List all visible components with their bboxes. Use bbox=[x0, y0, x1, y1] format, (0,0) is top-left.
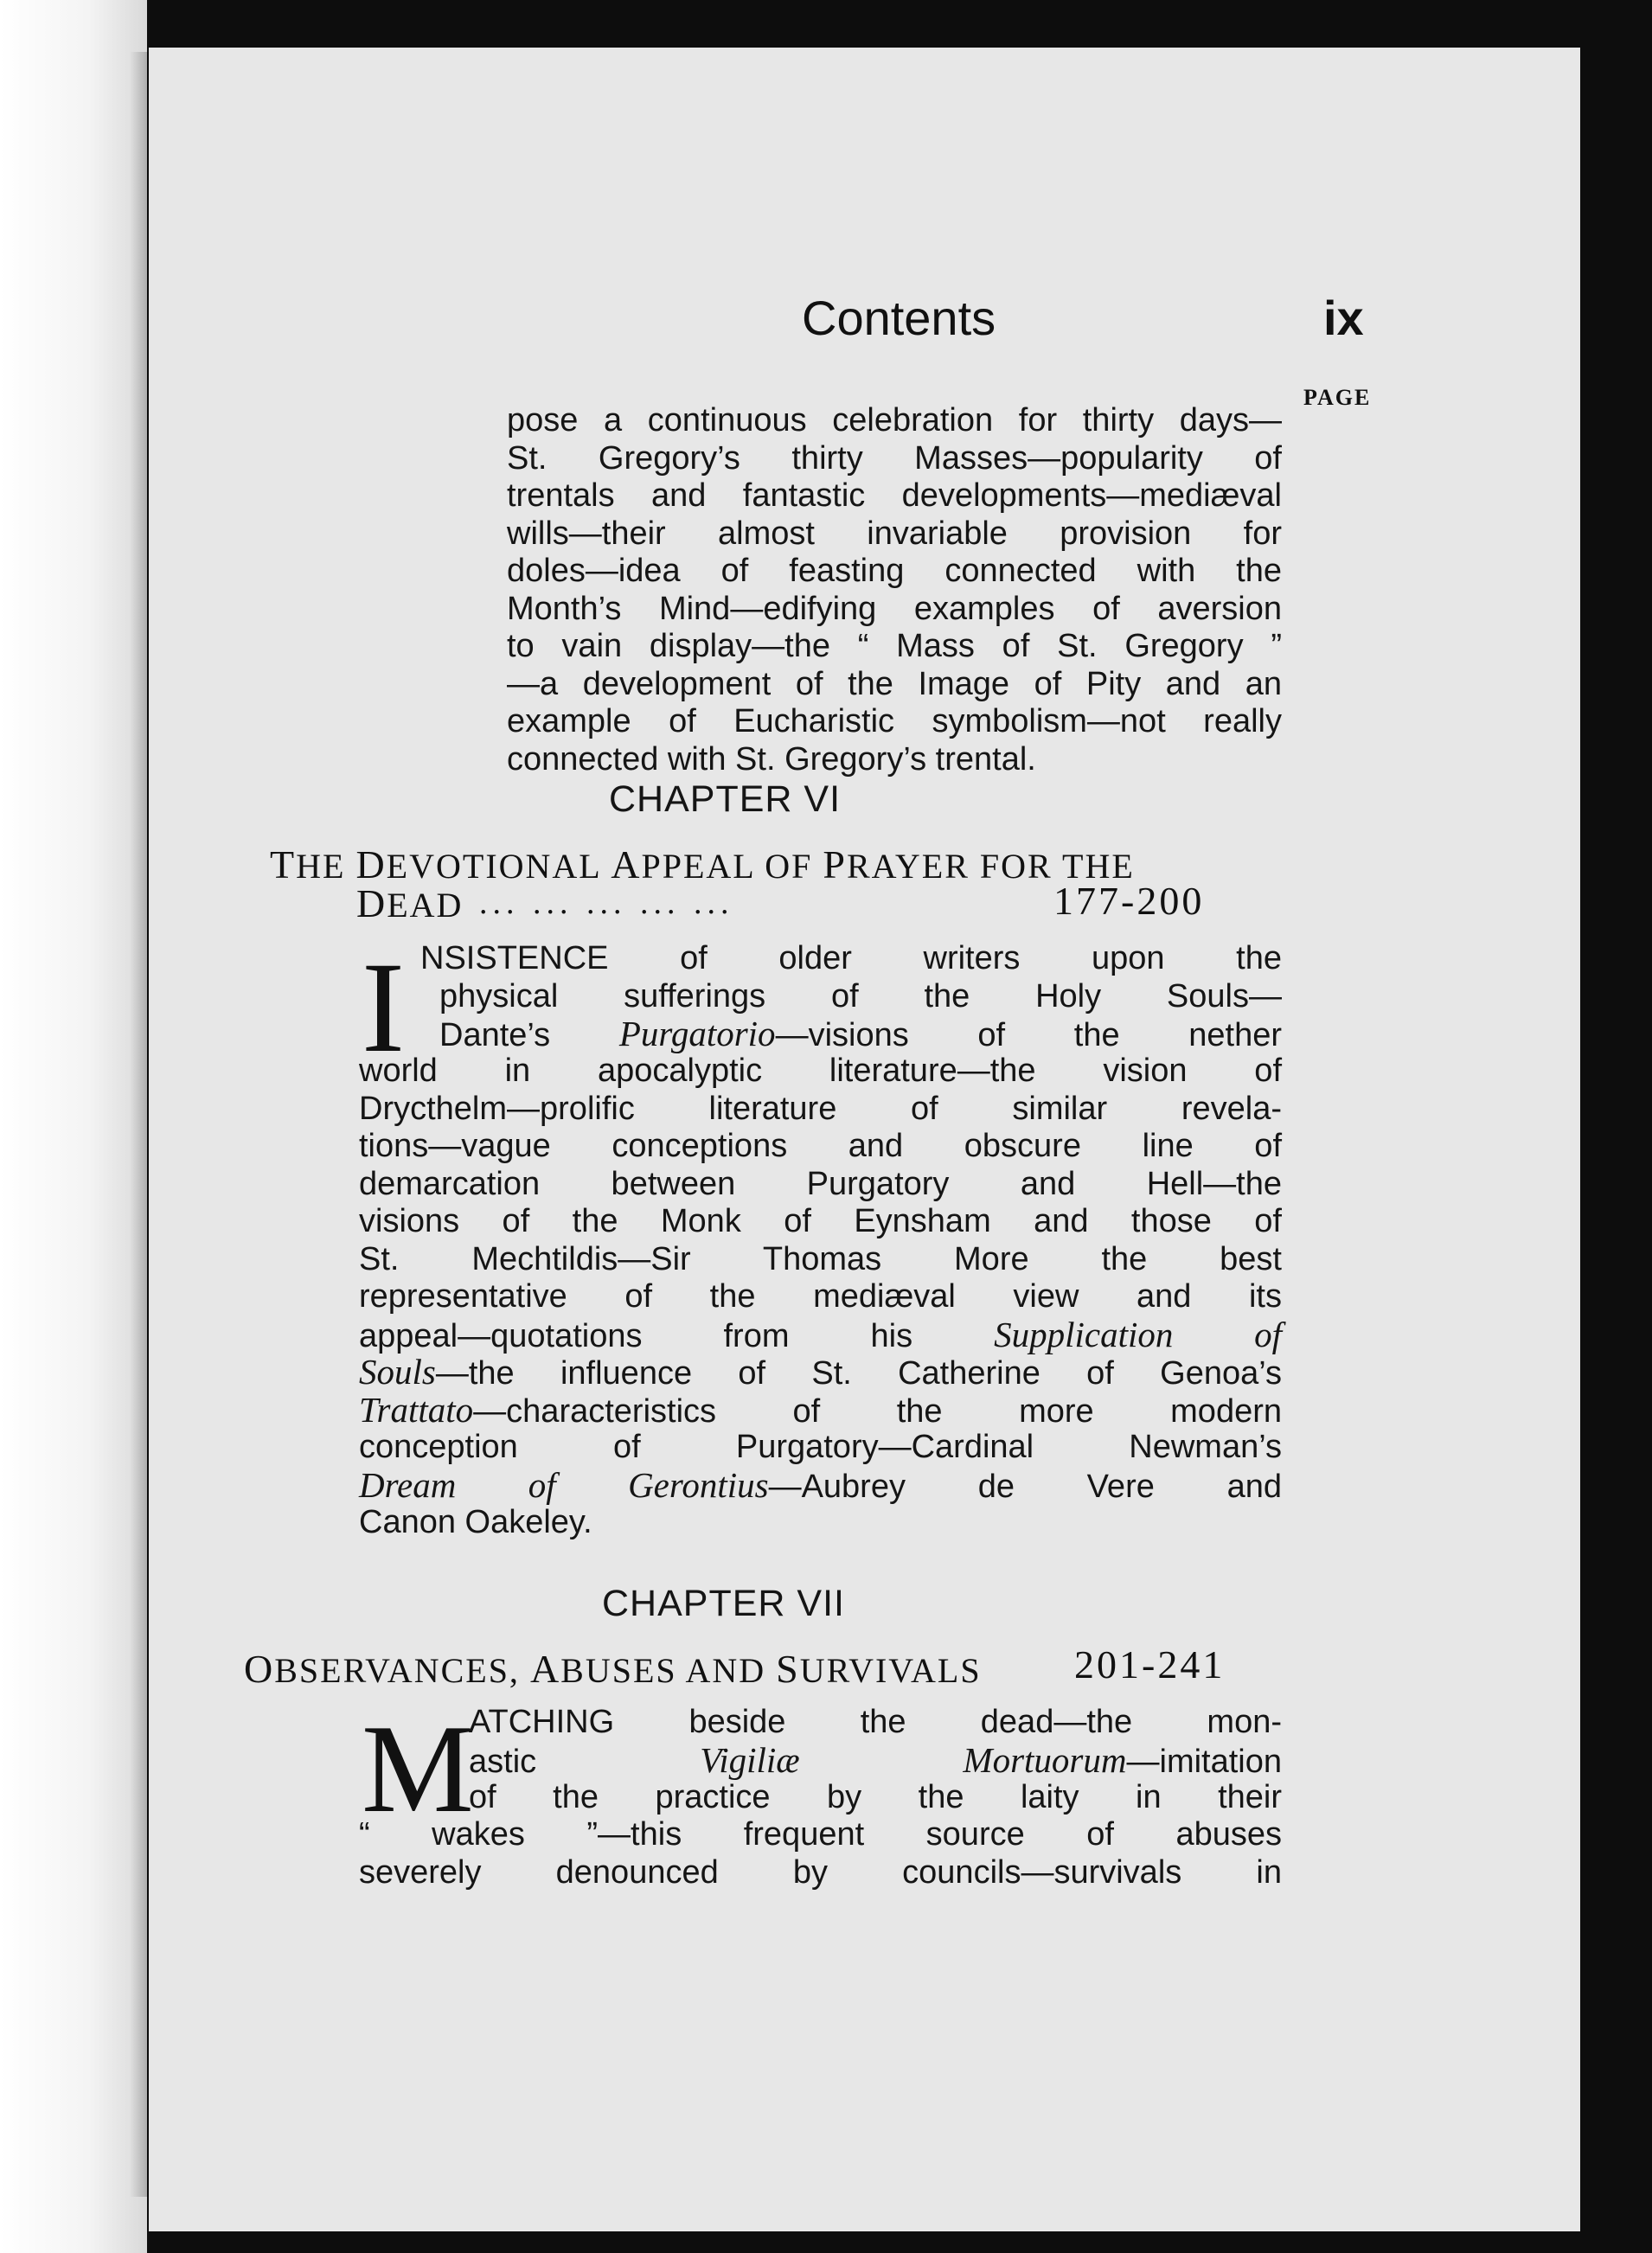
chapter-summary-lead bbox=[469, 1704, 1282, 1817]
text-line: Souls—the influence of St. Catherine of Genoa’s bbox=[359, 1352, 1282, 1392]
text-line: world in apocalyptic literature—the vision of bbox=[359, 1053, 1282, 1089]
page-range: 177-200 bbox=[1053, 879, 1205, 923]
drop-capital: I bbox=[362, 936, 405, 1079]
chapter-title: OBSERVANCES, ABUSES AND SURVIVALS bbox=[244, 1647, 982, 1691]
text-line: demarcation between Purgatory and Hell—the bbox=[359, 1165, 1282, 1202]
gutter-margin bbox=[0, 0, 147, 2253]
chapter-summary bbox=[359, 1053, 1282, 1542]
text-line: connected with St. Gregory’s trental. bbox=[507, 740, 1036, 778]
text-line: St. Mechtildis—Sir Thomas More the best bbox=[359, 1240, 1282, 1277]
chapter-summary bbox=[359, 1816, 1282, 1891]
text-line: wills—their almost invariable provision for bbox=[507, 515, 1282, 552]
dot-leader: ... ... ... ... ... bbox=[479, 885, 734, 921]
page-range: 201-241 bbox=[1074, 1642, 1226, 1687]
chapter-title: THE DEVOTIONAL APPEAL OF PRAYER FOR THE bbox=[270, 842, 1135, 886]
text-line: Drycthelm—prolific literature of similar revela- bbox=[359, 1090, 1282, 1127]
text-line: “ wakes ”—this frequent source of abuses bbox=[359, 1816, 1282, 1853]
drop-capital: M bbox=[362, 1699, 474, 1839]
text-line: of the practice by the laity in their bbox=[469, 1779, 1282, 1815]
text-line: visions of the Monk of Eynsham and those of bbox=[359, 1203, 1282, 1239]
text-line: Month’s Mind—edifying examples of aversion bbox=[507, 590, 1282, 627]
chapter-heading: CHAPTER VII bbox=[602, 1583, 845, 1624]
text-line: physical sufferings of the Holy Souls— bbox=[439, 977, 1282, 1014]
text-line: to vain display—the “ Mass of St. Gregory ” bbox=[507, 628, 1282, 664]
text-line: conception of Purgatory—Cardinal Newman’s bbox=[359, 1429, 1282, 1465]
text-line: Canon Oakeley. bbox=[359, 1504, 592, 1540]
text-line: tions—vague conceptions and obscure line of bbox=[359, 1128, 1282, 1164]
text-line: appeal—quotations from his Supplication of bbox=[359, 1314, 1282, 1354]
page-folio: ix bbox=[1323, 291, 1364, 345]
text-line: —a development of the Image of Pity and an bbox=[507, 665, 1282, 702]
text-line: severely denounced by councils—survivals in bbox=[359, 1853, 1282, 1891]
text-line: pose a continuous celebration for thirty days— bbox=[507, 402, 1282, 438]
chapter-heading: CHAPTER VI bbox=[609, 778, 842, 820]
page-title: Contents bbox=[802, 291, 996, 345]
text-line: example of Eucharistic symbolism—not really bbox=[507, 703, 1282, 739]
text-line: trentals and fantastic developments—mediæval bbox=[507, 477, 1282, 514]
text-line: Dante’s Purgatorio—visions of the nether bbox=[439, 1014, 1283, 1053]
text-line: astic Vigiliæ Mortuorum—imitation bbox=[469, 1739, 1282, 1780]
text-line: doles—idea of feasting connected with the bbox=[507, 553, 1282, 589]
chapter-summary-lead bbox=[420, 940, 1282, 1053]
text-line: representative of the mediæval view and its bbox=[359, 1278, 1282, 1315]
text-line: NSISTENCE of older writers upon the bbox=[420, 940, 1282, 976]
book-page bbox=[149, 48, 1580, 2231]
text-line: ATCHING beside the dead—the mon- bbox=[469, 1704, 1282, 1740]
text-line: Trattato—characteristics of the more modern bbox=[359, 1389, 1282, 1430]
page-column-label: PAGE bbox=[1303, 385, 1372, 410]
text-line: Dream of Gerontius—Aubrey de Vere and bbox=[359, 1464, 1282, 1505]
chapter-title-continued: DEAD bbox=[356, 881, 464, 925]
text-line: St. Gregory’s thirty Masses—popularity of bbox=[507, 439, 1282, 477]
continuation-paragraph bbox=[507, 402, 1282, 778]
